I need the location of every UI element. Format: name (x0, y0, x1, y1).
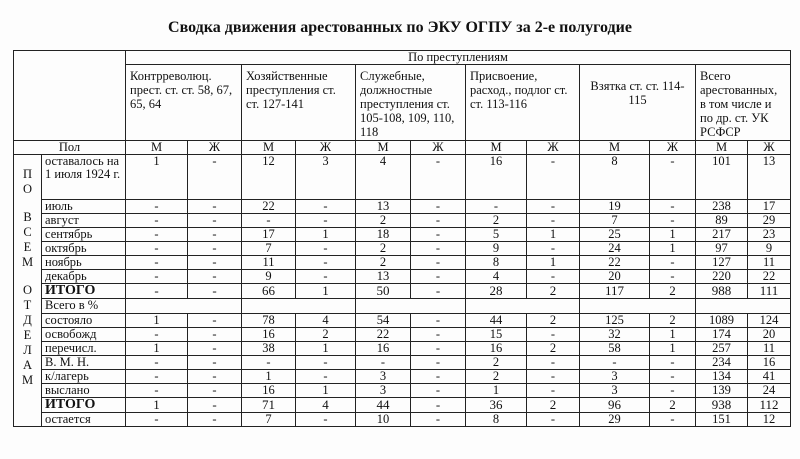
male-value-cell: 7 (242, 242, 296, 256)
total-row (14, 398, 791, 413)
female-value-cell: - (296, 413, 356, 427)
male-value-cell: 16 (356, 342, 411, 356)
side-label-letter: Л (23, 343, 32, 357)
male-value-cell: 3 (356, 370, 411, 384)
male-value-cell: - (356, 356, 411, 370)
female-value-cell: 111 (748, 284, 791, 299)
male-column-header: М (580, 141, 650, 155)
percent-blank-cell (242, 299, 356, 314)
male-value-cell: 16 (466, 342, 527, 356)
male-value-cell: - (242, 356, 296, 370)
category-header-embezzlement: Присвоение, расход., подлог ст. ст. 113-116 (466, 65, 580, 141)
female-value-cell: 1 (296, 384, 356, 398)
table-row (14, 155, 791, 200)
female-value-cell: - (296, 356, 356, 370)
female-value-cell: 4 (296, 314, 356, 328)
male-value-cell: 22 (580, 256, 650, 270)
table-row (14, 328, 791, 342)
female-value-cell: 1 (650, 328, 696, 342)
female-value-cell: - (527, 328, 580, 342)
male-value-cell: 28 (466, 284, 527, 299)
male-value-cell: - (126, 242, 188, 256)
female-value-cell: - (527, 214, 580, 228)
male-value-cell: 89 (696, 214, 748, 228)
male-value-cell: 50 (356, 284, 411, 299)
female-value-cell: 23 (748, 228, 791, 242)
female-value-cell: 20 (748, 328, 791, 342)
female-column-header: Ж (650, 141, 696, 155)
row-label: оставалось на 1 июля 1924 г. (42, 155, 126, 200)
female-value-cell: - (411, 398, 466, 413)
male-value-cell: 12 (242, 155, 296, 200)
male-value-cell: 257 (696, 342, 748, 356)
male-value-cell: 54 (356, 314, 411, 328)
row-label: перечисл. (42, 342, 126, 356)
male-value-cell: 988 (696, 284, 748, 299)
male-value-cell: 7 (580, 214, 650, 228)
row-label: июль (42, 200, 126, 214)
row-label: освобожд (42, 328, 126, 342)
row-label: ИТОГО (42, 398, 126, 413)
side-label-letter: С (23, 225, 32, 239)
female-value-cell: - (650, 270, 696, 284)
male-value-cell: 9 (242, 270, 296, 284)
female-value-cell: - (411, 214, 466, 228)
category-header-bribery: Взятка ст. ст. 114-115 (580, 65, 696, 141)
female-value-cell: 3 (296, 155, 356, 200)
female-value-cell: - (188, 384, 242, 398)
row-label: октябрь (42, 242, 126, 256)
female-value-cell: 2 (296, 328, 356, 342)
male-value-cell: 4 (356, 155, 411, 200)
row-label: состояло (42, 314, 126, 328)
sex-header: Пол (14, 141, 126, 155)
female-value-cell: 1 (650, 228, 696, 242)
female-value-cell: - (411, 242, 466, 256)
male-column-header: М (356, 141, 411, 155)
male-column-header: М (466, 141, 527, 155)
female-column-header: Ж (748, 141, 791, 155)
female-value-cell: - (527, 370, 580, 384)
row-label: Всего в % (42, 299, 126, 314)
female-value-cell: 29 (748, 214, 791, 228)
male-value-cell: 38 (242, 342, 296, 356)
male-value-cell: 16 (242, 328, 296, 342)
arrests-summary-table (13, 50, 791, 427)
female-value-cell: - (188, 398, 242, 413)
percent-blank-cell (356, 299, 466, 314)
male-value-cell: 3 (356, 384, 411, 398)
female-value-cell: - (411, 384, 466, 398)
male-column-header: М (126, 141, 188, 155)
table-row (14, 356, 791, 370)
row-label: декабрь (42, 270, 126, 284)
male-value-cell: 1 (242, 370, 296, 384)
male-value-cell: - (126, 370, 188, 384)
female-value-cell: 1 (296, 228, 356, 242)
male-value-cell: - (126, 270, 188, 284)
female-value-cell: - (188, 200, 242, 214)
male-value-cell: 96 (580, 398, 650, 413)
row-label: остается (42, 413, 126, 427)
female-value-cell: - (296, 270, 356, 284)
female-value-cell: - (527, 155, 580, 200)
side-label-letter: М (21, 373, 34, 387)
male-value-cell: 9 (466, 242, 527, 256)
side-label-letter: П (22, 167, 33, 181)
male-value-cell: 938 (696, 398, 748, 413)
female-value-cell: - (188, 242, 242, 256)
female-value-cell: - (411, 155, 466, 200)
female-value-cell: - (188, 356, 242, 370)
female-value-cell: 112 (748, 398, 791, 413)
female-value-cell: - (411, 256, 466, 270)
male-value-cell: 217 (696, 228, 748, 242)
female-value-cell: 11 (748, 256, 791, 270)
female-value-cell: - (527, 356, 580, 370)
row-label: выслано (42, 384, 126, 398)
female-value-cell: - (188, 214, 242, 228)
side-label-letter: О (22, 182, 33, 196)
female-value-cell: 1 (527, 256, 580, 270)
male-value-cell: 36 (466, 398, 527, 413)
male-value-cell: 2 (356, 242, 411, 256)
side-label-letter (16, 197, 39, 210)
side-label-letter: М (21, 255, 34, 269)
male-value-cell: 97 (696, 242, 748, 256)
row-label: ноябрь (42, 256, 126, 270)
side-label-letter: Е (23, 240, 32, 254)
row-label: август (42, 214, 126, 228)
male-value-cell: 22 (356, 328, 411, 342)
row-label: сентябрь (42, 228, 126, 242)
male-value-cell: 1089 (696, 314, 748, 328)
female-value-cell: - (188, 270, 242, 284)
male-value-cell: 101 (696, 155, 748, 200)
female-value-cell: - (411, 228, 466, 242)
male-value-cell: 125 (580, 314, 650, 328)
female-value-cell: 2 (650, 284, 696, 299)
male-value-cell: - (126, 214, 188, 228)
male-value-cell: 32 (580, 328, 650, 342)
female-value-cell: 1 (296, 284, 356, 299)
percent-blank-cell (126, 299, 242, 314)
female-value-cell: 24 (748, 384, 791, 398)
male-value-cell: - (126, 328, 188, 342)
female-value-cell: - (411, 342, 466, 356)
side-label-letter: Т (23, 298, 32, 312)
female-value-cell: - (411, 314, 466, 328)
female-value-cell: 1 (296, 342, 356, 356)
male-value-cell: 20 (580, 270, 650, 284)
male-value-cell: 134 (696, 370, 748, 384)
female-value-cell: 41 (748, 370, 791, 384)
female-value-cell: - (650, 384, 696, 398)
percent-blank-cell (696, 299, 791, 314)
male-value-cell: - (126, 228, 188, 242)
male-value-cell: 16 (466, 155, 527, 200)
male-value-cell: 127 (696, 256, 748, 270)
group-header: По преступлениям (126, 51, 791, 65)
female-value-cell: - (650, 200, 696, 214)
male-value-cell: 2 (356, 256, 411, 270)
male-value-cell: 220 (696, 270, 748, 284)
female-value-cell: 1 (527, 228, 580, 242)
male-value-cell: 8 (580, 155, 650, 200)
corner-blank-2 (14, 65, 126, 141)
document-title: Сводка движения арестованных по ЭКУ ОГПУ за 2-е полугодие (168, 19, 632, 36)
corner-blank (14, 51, 126, 65)
male-value-cell: 13 (356, 270, 411, 284)
male-value-cell: 2 (466, 370, 527, 384)
female-value-cell: - (650, 155, 696, 200)
female-value-cell: - (188, 228, 242, 242)
female-value-cell: - (188, 314, 242, 328)
female-value-cell: - (411, 200, 466, 214)
female-value-cell: 124 (748, 314, 791, 328)
female-column-header: Ж (527, 141, 580, 155)
female-value-cell: 17 (748, 200, 791, 214)
male-value-cell: 25 (580, 228, 650, 242)
female-value-cell: 13 (748, 155, 791, 200)
table-row (14, 342, 791, 356)
side-label-letter: О (22, 283, 33, 297)
female-value-cell: 2 (650, 398, 696, 413)
female-value-cell: 9 (748, 242, 791, 256)
male-value-cell: - (126, 200, 188, 214)
female-column-header: Ж (188, 141, 242, 155)
female-value-cell: 2 (527, 284, 580, 299)
female-value-cell: - (650, 256, 696, 270)
table-row (14, 256, 791, 270)
male-value-cell: 5 (466, 228, 527, 242)
female-value-cell: 22 (748, 270, 791, 284)
female-value-cell: - (650, 356, 696, 370)
female-value-cell: - (188, 342, 242, 356)
female-value-cell: - (411, 370, 466, 384)
female-value-cell: - (411, 413, 466, 427)
side-label-letter: А (22, 358, 33, 372)
male-value-cell: 151 (696, 413, 748, 427)
table-row (14, 200, 791, 214)
female-value-cell: - (650, 370, 696, 384)
male-value-cell: 18 (356, 228, 411, 242)
male-value-cell: 1 (466, 384, 527, 398)
male-value-cell: 10 (356, 413, 411, 427)
male-value-cell: 24 (580, 242, 650, 256)
total-row (14, 284, 791, 299)
side-label-letter: Д (23, 313, 32, 327)
category-header-total-arrested: Всего арестованных, в том числе и по др. ст. УК РСФСР (696, 65, 791, 141)
female-value-cell: - (527, 413, 580, 427)
female-value-cell: 12 (748, 413, 791, 427)
category-header-counterrevolution: Контрреволюц. прест. ст. ст. 58, 67, 65, 64 (126, 65, 242, 141)
male-value-cell: 44 (466, 314, 527, 328)
table-row (14, 314, 791, 328)
side-label-letter: Е (23, 328, 32, 342)
male-value-cell: 66 (242, 284, 296, 299)
male-value-cell: 44 (356, 398, 411, 413)
female-value-cell: - (411, 284, 466, 299)
row-label: ИТОГО (42, 284, 126, 299)
female-value-cell: - (188, 284, 242, 299)
male-value-cell: 16 (242, 384, 296, 398)
male-value-cell: 238 (696, 200, 748, 214)
male-value-cell: 1 (126, 342, 188, 356)
male-value-cell: 3 (580, 384, 650, 398)
female-value-cell: - (527, 270, 580, 284)
male-value-cell: 139 (696, 384, 748, 398)
female-column-header: Ж (411, 141, 466, 155)
male-value-cell: - (126, 384, 188, 398)
female-value-cell: 2 (650, 314, 696, 328)
male-value-cell: 17 (242, 228, 296, 242)
male-value-cell: 2 (466, 214, 527, 228)
category-header-economic: Хозяйственные преступления ст. ст. 127-141 (242, 65, 356, 141)
female-value-cell: - (296, 200, 356, 214)
side-label-letter: В (23, 210, 32, 224)
male-value-cell: - (126, 256, 188, 270)
male-value-cell: 11 (242, 256, 296, 270)
female-value-cell: - (411, 356, 466, 370)
male-value-cell: 1 (126, 398, 188, 413)
female-value-cell: - (188, 155, 242, 200)
percent-blank-cell (580, 299, 696, 314)
male-value-cell: 2 (466, 356, 527, 370)
female-value-cell: - (527, 384, 580, 398)
male-value-cell: - (580, 356, 650, 370)
female-value-cell: - (188, 413, 242, 427)
male-column-header: М (696, 141, 748, 155)
male-value-cell: - (126, 284, 188, 299)
table-row (14, 214, 791, 228)
male-value-cell: 13 (356, 200, 411, 214)
male-value-cell: 2 (356, 214, 411, 228)
male-column-header: М (242, 141, 296, 155)
female-value-cell: 16 (748, 356, 791, 370)
female-value-cell: 4 (296, 398, 356, 413)
female-value-cell: - (411, 328, 466, 342)
female-value-cell: - (296, 242, 356, 256)
male-value-cell: 58 (580, 342, 650, 356)
table-row (14, 370, 791, 384)
table-row (14, 413, 791, 427)
female-value-cell: - (296, 256, 356, 270)
female-value-cell: - (527, 200, 580, 214)
male-value-cell: 78 (242, 314, 296, 328)
side-label-letter (16, 270, 39, 283)
female-value-cell: - (188, 328, 242, 342)
male-value-cell: 19 (580, 200, 650, 214)
female-value-cell: - (296, 370, 356, 384)
side-label-all-departments (14, 155, 42, 427)
female-value-cell: - (188, 370, 242, 384)
female-value-cell: 1 (650, 342, 696, 356)
male-value-cell: 71 (242, 398, 296, 413)
female-value-cell: - (527, 242, 580, 256)
male-value-cell: 234 (696, 356, 748, 370)
category-header-official: Служебные, должностные преступления ст. 105-108, 109, 110, 118 (356, 65, 466, 141)
male-value-cell: 3 (580, 370, 650, 384)
male-value-cell: - (126, 356, 188, 370)
male-value-cell: 174 (696, 328, 748, 342)
male-value-cell: - (466, 200, 527, 214)
male-value-cell: 22 (242, 200, 296, 214)
percent-section-row (14, 299, 791, 314)
female-value-cell: - (188, 256, 242, 270)
male-value-cell: 8 (466, 256, 527, 270)
percent-blank-cell (466, 299, 580, 314)
row-label: к/лагерь (42, 370, 126, 384)
female-value-cell: - (650, 214, 696, 228)
row-label: В. М. Н. (42, 356, 126, 370)
female-value-cell: 1 (650, 242, 696, 256)
female-value-cell: - (650, 413, 696, 427)
female-value-cell: 11 (748, 342, 791, 356)
male-value-cell: 7 (242, 413, 296, 427)
male-value-cell: 1 (126, 314, 188, 328)
female-value-cell: 2 (527, 342, 580, 356)
male-value-cell: 117 (580, 284, 650, 299)
male-value-cell: 4 (466, 270, 527, 284)
male-value-cell: 8 (466, 413, 527, 427)
female-value-cell: 2 (527, 398, 580, 413)
male-value-cell: 15 (466, 328, 527, 342)
male-value-cell: 29 (580, 413, 650, 427)
female-column-header: Ж (296, 141, 356, 155)
female-value-cell: - (296, 214, 356, 228)
male-value-cell: 1 (126, 155, 188, 200)
table-row (14, 384, 791, 398)
male-value-cell: - (126, 413, 188, 427)
female-value-cell: - (411, 270, 466, 284)
male-value-cell: - (242, 214, 296, 228)
table-row (14, 242, 791, 256)
table-row (14, 228, 791, 242)
female-value-cell: 2 (527, 314, 580, 328)
table-row (14, 270, 791, 284)
